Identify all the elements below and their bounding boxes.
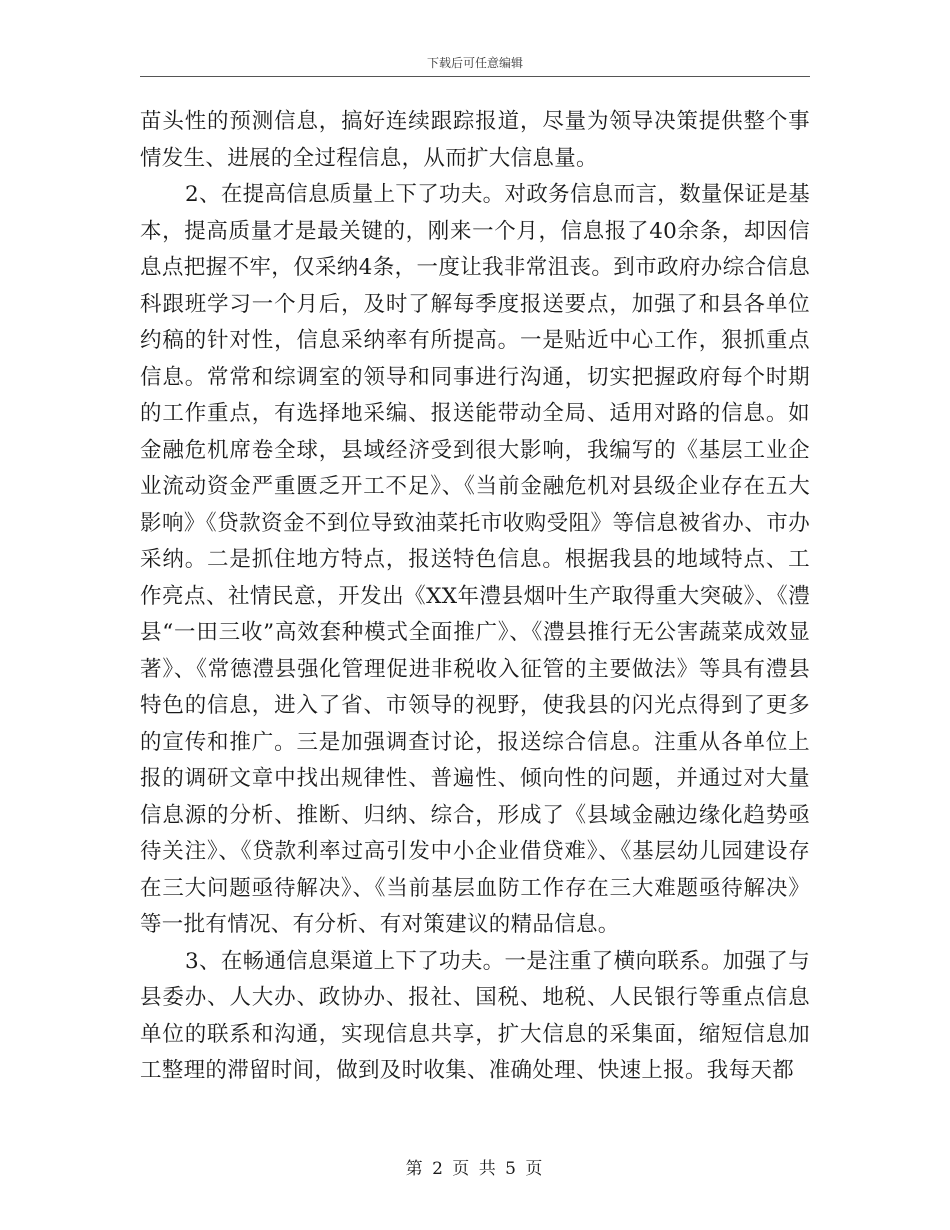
page-footer: 第 2 页 共 5 页 [405, 1159, 545, 1179]
document-body [140, 104, 810, 1090]
paragraph-information-quality: 2、在提高信息质量上下了功夫。对政务信息而言，数量保证是基本，提高质量才是最关键的，刚来一个月，信息报了40余条，却因信息点把握不牢，仅采纳4条，一度让我非常沮丧。到市政府办综合信息科跟班学习一个月后，及时了解每季度报送要点，加强了和县各单位约稿的针对性，信息采纳率有所提高。一是贴近中心工作，狠抓重点信息。常常和综调室的领导和同事进行沟通，切实把握政府每个时期的工作重点，有选择地采编、报送能带动全局、适用对路的信息。如金融危机席卷全球，县域经济受到很大影响，我编写的《基层工业企业流动资金严重匮乏开工不足》、《当前金融危机对县级企业存在五大影响》《贷款资金不到位导致油菜托市收购受阻》等信息被省办、市办采纳。二是抓住地方特点，报送特色信息。根据我县的地域特点、工作亮点、社情民意，开发出《XX年澧县烟叶生产取得重大突破》、《澧县“一田三收”高效套种模式全面推广》、《澧县推行无公害蔬菜成效显著》、《常德澧县强化管理促进非税收入征管的主要做法》等具有澧县特色的信息，进入了省、市领导的视野，使我县的闪光点得到了更多的宣传和推广。三是加强调查讨论，报送综合信息。注重从各单位上报的调研文章中找出规律性、普遍性、倾向性的问题，并通过对大量信息源的分析、推断、归纳、综合，形成了《县域金融边缘化趋势亟待关注》、《贷款利率过高引发中小企业借贷难》、《基层幼儿园建设存在三大问题亟待解决》、《当前基层血防工作存在三大难题亟待解决》等一批有情况、有分析、有对策建议的精品信息。 [140, 182, 810, 937]
page-header: 下载后可任意编辑 [426, 56, 523, 70]
paragraph-information-channels: 3、在畅通信息渠道上下了功夫。一是注重了横向联系。加强了与县委办、人大办、政协办、报社、国税、地税、人民银行等重点信息单位的联系和沟通，实现信息共享，扩大信息的采集面，缩短信息加工整理的滞留时间，做到及时收集、准确处理、快速上报。我每天都 [140, 948, 810, 1083]
paragraph-continuation: 苗头性的预测信息，搞好连续跟踪报道，尽量为领导决策提供整个事情发生、进展的全过程信息，从而扩大信息量。 [140, 109, 810, 171]
header-divider [140, 76, 810, 77]
